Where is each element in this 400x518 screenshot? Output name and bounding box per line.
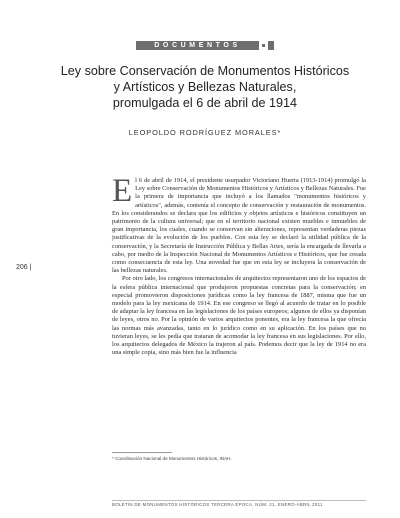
footer-rule (112, 500, 366, 501)
title-line-1: Ley sobre Conservación de Monumentos Históricos (60, 64, 350, 78)
section-label: DOCUMENTOS (154, 42, 241, 49)
article-title (60, 63, 350, 111)
footnote: * Coordinación Nacional de Monumentos Históricos, INAH. (112, 456, 232, 461)
section-header (136, 40, 274, 51)
section-dot (262, 44, 265, 47)
footnote-rule (112, 452, 172, 453)
section-end-block (268, 41, 274, 50)
title-line-2: y Artísticos y Bellezas Naturales, (113, 80, 297, 94)
article-body (112, 173, 366, 357)
page-number: 206 | (16, 264, 32, 271)
title-line-3: promulgada el 6 de abril de 1914 (112, 96, 298, 110)
paragraph-2: Por otro lado, los congresos internacionales de arquitectos representaron uno de los espacios de la esfera pública internacional que produjeron propuestas concretas para la conservación; en especial promovieron disposiciones jurídicas como la ley francesa de 1887, misma que fue un modelo para la ley mexicana de 1914. En ese congreso se llegó al acuerdo de tratar en lo posible de adaptar la ley francesa en las legislaciones de los países europeos; algunos de ellos ya disponían de leyes, otros no. Por la opinión de varios arquitectos ponentes, era la ley francesa la que ofrecía las normas más avanzadas, tanto en lo jurídico como en su aplicación. En los países que no tuvieran leyes, se les pedía que trataran de acomodar la ley francesa en sus legislaciones. Por ello, los arquitectos delegados de México la trajeron al país. Podemos decir que la ley de 1914 no era una simple copia, sino más bien fue la influencia (112, 275, 366, 357)
drop-cap: E (112, 173, 133, 209)
section-bar (136, 41, 259, 50)
running-footer: BOLETÍN DE MONUMENTOS HISTÓRICOS TERCERA ÉPOCA, NÚM. 21, ENERO-ABRIL 2011 (112, 502, 323, 507)
author-name: LEOPOLDO RODRÍGUEZ MORALES* (128, 128, 282, 137)
paragraph-1: l 6 de abril de 1914, el presidente usurpador Victoriano Huerta (1913-1914) promulgó la Ley sobre Conservación de Monumentos Históricos y Artísticos y Bellezas Naturales. Fue la primera de importancia que incluyó a los llamados "monumentos históricos y artísticos", además, contenía el concepto de conservación y restauración de monumentos. En los considerandos se declara que los edificios y objetos artísticos e históricos constituyen un patrimonio de la cultura universal; que en el territorio nacional existen muebles e inmuebles de gran importancia, los cuales, cuando se conservan sin alteraciones, representan verdaderas piezas justificativas de la evolución de los pueblos. Con esta ley se declaró la utilidad pública de la conservación, y la Secretaría de Instrucción Pública y Bellas Artes, sería la encargada de llevarla a cabo, por medio de la Inspección Nacional de Monumentos Artísticos e Históricos, que fue creada como consecuencia de esta ley. Una novedad fue que en esta ley se incluyera la conservación de las bellezas naturales. (112, 177, 366, 275)
